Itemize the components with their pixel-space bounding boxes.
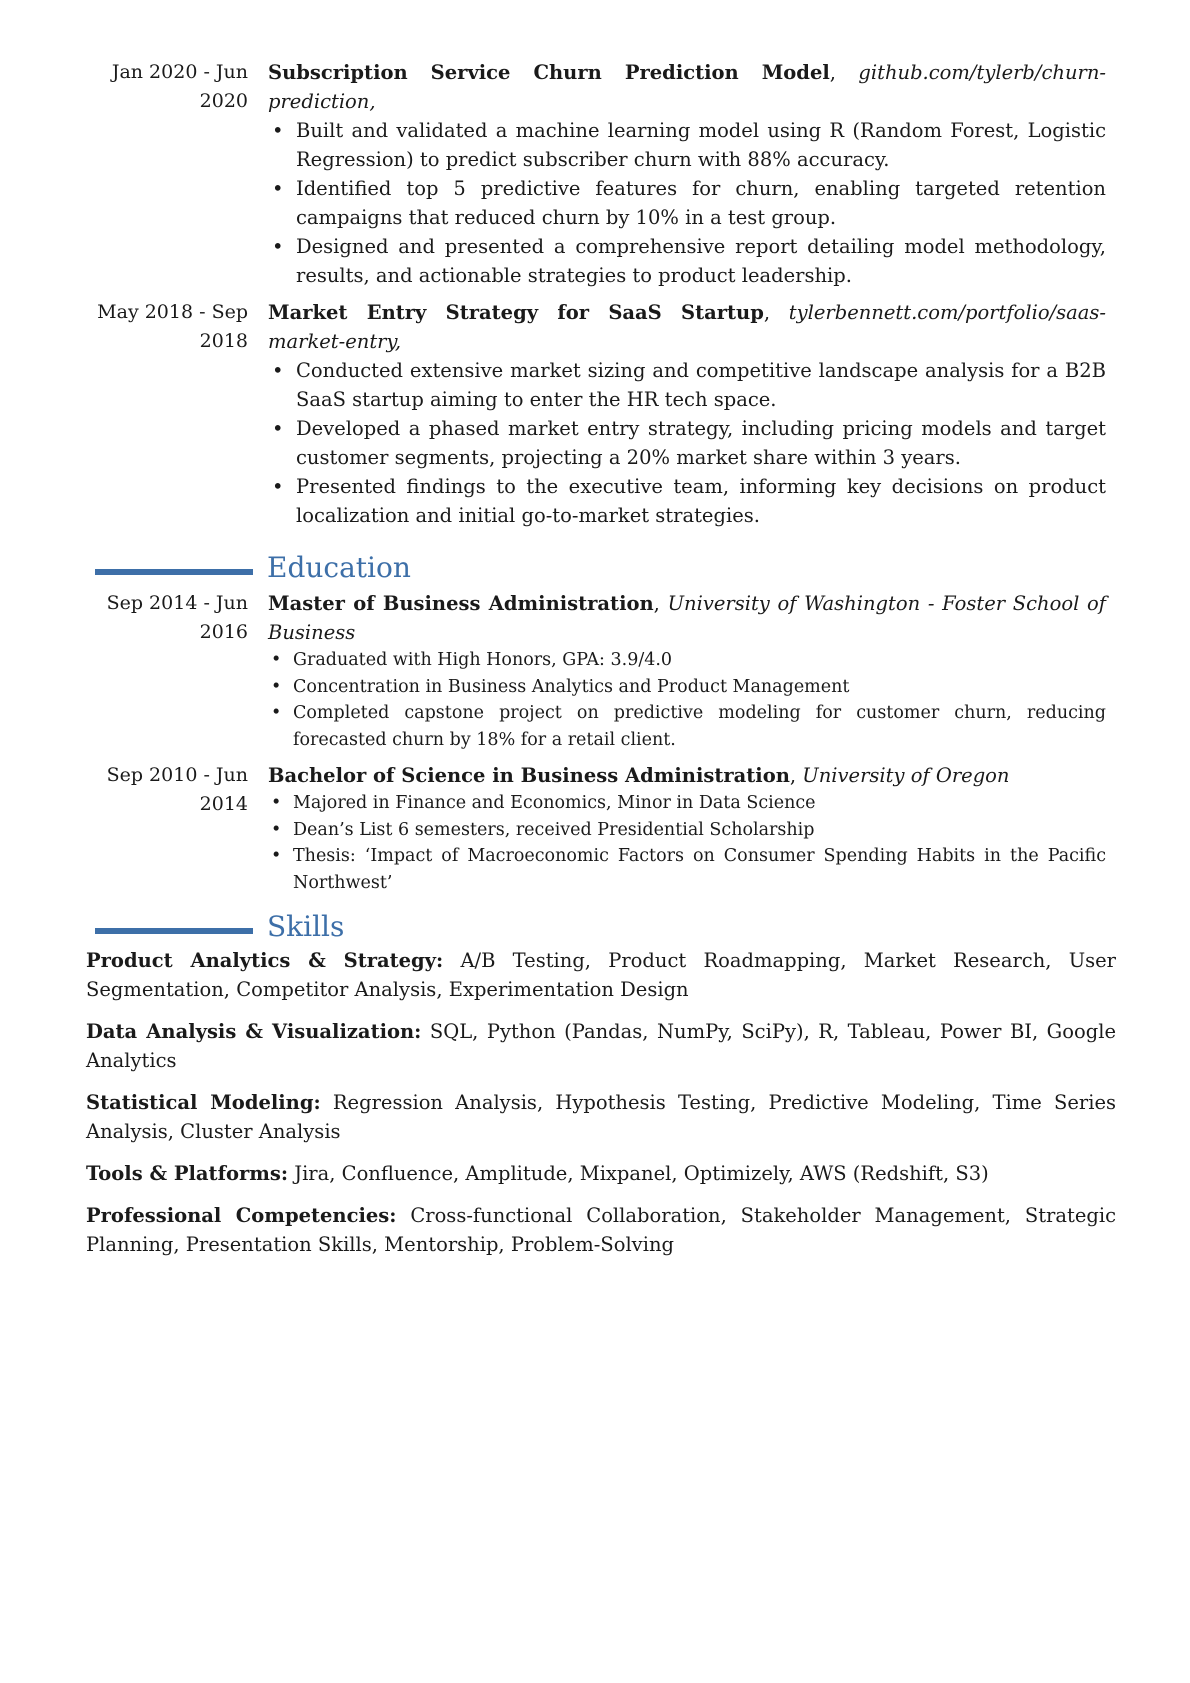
skills-section bbox=[0, 908, 1190, 1272]
skill-row bbox=[86, 1201, 1116, 1259]
section-heading bbox=[0, 908, 1190, 946]
list-item: • Presented findings to the executive team, informing key decisions on product localization and initial go-to-market strategies. bbox=[268, 472, 1106, 530]
education-bullets bbox=[268, 647, 1106, 753]
list-item: • Designed and presented a comprehensive report detailing model methodology, results, and actionable strategies to product leadership. bbox=[268, 232, 1106, 290]
skill-value: A/B Testing, Product Roadmapping, Market Research, User Segmentation, Competitor Analysis, Experimentation Design bbox=[86, 949, 1117, 1001]
institution-name: University of Washington - Foster School of Business bbox=[268, 592, 1106, 644]
list-item: • Conducted extensive market sizing and competitive landscape analysis for a B2B SaaS startup aiming to enter the HR tech space. bbox=[268, 356, 1106, 414]
skill-value: Jira, Confluence, Amplitude, Mixpanel, Optimizely, AWS (Redshift, S3) bbox=[294, 1162, 989, 1185]
skill-label: Tools & Platforms: bbox=[86, 1162, 289, 1185]
project-date: May 2018 - Sep 2018 bbox=[97, 301, 248, 352]
project-entry bbox=[86, 58, 1106, 290]
education-body bbox=[268, 589, 1106, 753]
education-heading: Bachelor of Science in Business Administration, University of Oregon bbox=[268, 764, 1010, 787]
institution-name: University of Oregon bbox=[802, 764, 1010, 787]
education-heading: Master of Business Administration, University of Washington - Foster School of Business bbox=[268, 592, 1106, 644]
skills-list bbox=[86, 946, 1116, 1259]
project-link[interactable]: tylerbennett.com/portfolio/saas-market-entry, bbox=[268, 301, 1106, 353]
section-heading bbox=[0, 549, 1190, 587]
project-body bbox=[268, 298, 1106, 530]
skill-value: SQL, Python (Pandas, NumPy, SciPy), R, Tableau, Power BI, Google Analytics bbox=[86, 1020, 1117, 1072]
education-date: Sep 2010 - Jun 2014 bbox=[106, 764, 248, 815]
list-item: • Thesis: ‘Impact of Macroeconomic Factors on Consumer Spending Habits in the Pacific Northwest’ bbox=[268, 843, 1106, 896]
education-section bbox=[0, 549, 1190, 896]
skill-label: Statistical Modeling: bbox=[86, 1091, 321, 1114]
education-entry bbox=[86, 589, 1106, 753]
project-title: Subscription Service Churn Prediction Model bbox=[268, 61, 830, 84]
skill-label: Professional Competencies: bbox=[86, 1204, 397, 1227]
list-item: • Dean’s List 6 semesters, received Presidential Scholarship bbox=[268, 817, 1106, 844]
education-date: Sep 2014 - Jun 2016 bbox=[106, 592, 248, 643]
skill-row bbox=[86, 1017, 1116, 1075]
projects-section bbox=[0, 58, 1190, 530]
degree-title: Bachelor of Science in Business Administration bbox=[268, 764, 790, 787]
list-item: • Identified top 5 predictive features for churn, enabling targeted retention campaigns that reduced churn by 10% in a test group. bbox=[268, 174, 1106, 232]
degree-title: Master of Business Administration bbox=[268, 592, 654, 615]
list-item: • Majored in Finance and Economics, Minor in Data Science bbox=[268, 790, 1106, 817]
section-title: Education bbox=[267, 551, 411, 584]
project-date: Jan 2020 - Jun 2020 bbox=[111, 61, 248, 112]
skill-label: Data Analysis & Visualization: bbox=[86, 1020, 422, 1043]
project-bullets bbox=[268, 116, 1106, 290]
skill-row bbox=[86, 946, 1116, 1004]
section-rule bbox=[95, 928, 253, 934]
section-title: Skills bbox=[267, 910, 345, 943]
education-bullets bbox=[268, 790, 1106, 896]
section-rule bbox=[95, 569, 253, 575]
education-body bbox=[268, 761, 1106, 896]
project-body bbox=[268, 58, 1106, 290]
list-item: • Concentration in Business Analytics and Product Management bbox=[268, 674, 1106, 701]
project-title: Market Entry Strategy for SaaS Startup bbox=[268, 301, 764, 324]
project-heading: Subscription Service Churn Prediction Model, github.com/tylerb/churn-prediction, bbox=[268, 61, 1106, 113]
skill-label: Product Analytics & Strategy: bbox=[86, 949, 444, 972]
list-item: • Built and validated a machine learning model using R (Random Forest, Logistic Regression) to predict subscriber churn with 88% accuracy. bbox=[268, 116, 1106, 174]
skill-row bbox=[86, 1159, 1116, 1188]
education-entry bbox=[86, 761, 1106, 896]
list-item: • Graduated with High Honors, GPA: 3.9/4.0 bbox=[268, 647, 1106, 674]
project-link[interactable]: github.com/tylerb/churn-prediction, bbox=[268, 61, 1106, 113]
list-item: • Completed capstone project on predictive modeling for customer churn, reducing forecasted churn by 18% for a retail client. bbox=[268, 700, 1106, 753]
project-entry bbox=[86, 298, 1106, 530]
skill-value: Regression Analysis, Hypothesis Testing, Predictive Modeling, Time Series Analysis, Cluster Analysis bbox=[86, 1091, 1116, 1143]
project-heading: Market Entry Strategy for SaaS Startup, tylerbennett.com/portfolio/saas-market-entry, bbox=[268, 301, 1106, 353]
skill-value: Cross-functional Collaboration, Stakeholder Management, Strategic Planning, Presentation Skills, Mentorship, Problem-Solving bbox=[86, 1204, 1117, 1256]
skill-row bbox=[86, 1088, 1116, 1146]
project-bullets bbox=[268, 356, 1106, 530]
list-item: • Developed a phased market entry strategy, including pricing models and target customer segments, projecting a 20% market share within 3 years. bbox=[268, 414, 1106, 472]
